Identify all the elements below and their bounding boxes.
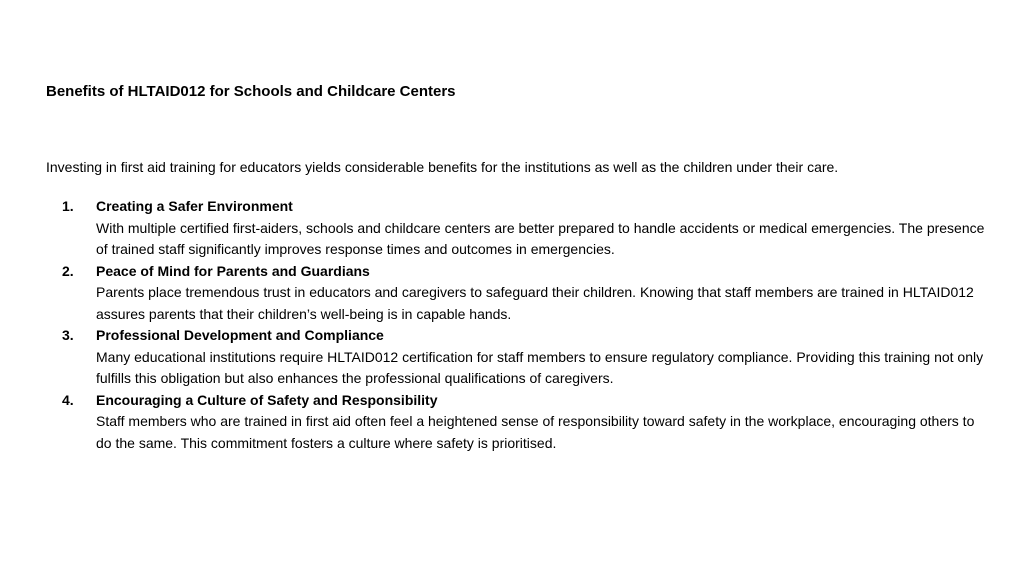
list-item-heading: Peace of Mind for Parents and Guardians [96,262,370,279]
list-item-body: Staff members who are trained in first aid often feel a heightened sense of responsibility toward safety in the workplace, encouraging others to do the same. This commitment fosters a culture where safety is prioritised. [96,413,975,451]
list-item-body: With multiple certified first-aiders, schools and childcare centers are better prepared to handle accidents or medical emergencies. The presence of trained staff significantly improves response times and outcomes in emergencies. [96,219,985,257]
list-item-heading: Creating a Safer Environment [96,198,293,214]
list-item-body: Many educational institutions require HLTAID012 certification for staff members to ensure regulatory compliance. Providing this training not only fulfills this obligation but also enhances the professional qualifications of caregivers. [96,348,984,386]
benefits-list [46,196,986,454]
list-item [46,390,986,455]
list-item-number: 1. [62,198,74,214]
list-item-heading: Encouraging a Culture of Safety and Responsibility [96,391,438,408]
page-title: Benefits of HLTAID012 for Schools and Childcare Centers [46,83,456,100]
intro-paragraph: Investing in first aid training for educators yields considerable benefits for the institutions as well as the children under their care. [46,159,839,175]
list-item [46,261,986,326]
list-item-number: 2. [62,262,74,279]
list-item [46,325,986,390]
list-item-heading: Professional Development and Compliance [96,327,384,343]
list-item-body: Parents place tremendous trust in educators and caregivers to safeguard their children. Knowing that staff members are trained in HLTAID012 assures parents that their children’s well-being is in capable hands. [96,284,974,322]
list-item-number: 4. [62,391,74,408]
list-item [46,196,986,261]
list-item-number: 3. [62,327,74,343]
